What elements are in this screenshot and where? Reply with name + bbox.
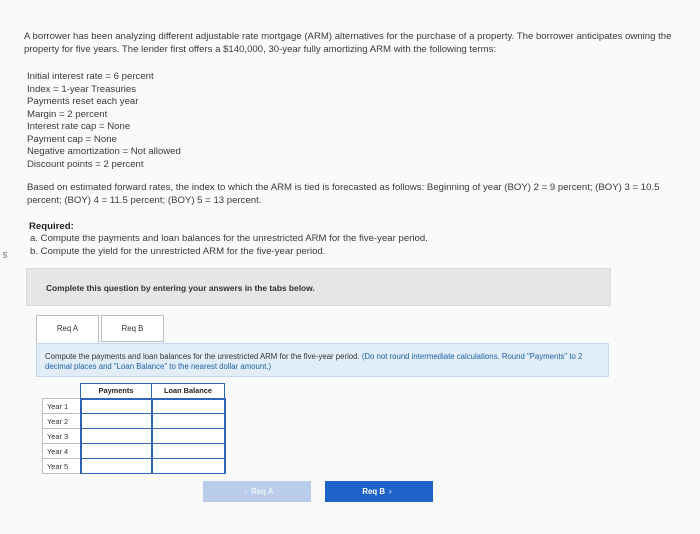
- prev-button-label: Req A: [251, 487, 274, 496]
- row-label: Year 2: [43, 414, 81, 429]
- payment-input[interactable]: [82, 400, 151, 414]
- term-item: Index = 1-year Treasuries: [27, 83, 137, 95]
- prev-req-a-button[interactable]: [203, 481, 311, 502]
- margin-mark: 5: [3, 251, 8, 260]
- balance-cell[interactable]: [152, 429, 225, 444]
- problem-intro: A borrower has been analyzing different adjustable rate mortgage (ARM) alternatives for the purchase of a property. The borrower anticipates owning the property for five years. The lender first offers a $140,000, 30-year fully amortizing ARM with the following terms:: [24, 31, 672, 55]
- required-heading: Required:: [29, 221, 74, 232]
- row-label: Year 3: [43, 429, 81, 444]
- term-item: Margin = 2 percent: [27, 108, 108, 120]
- payment-cell[interactable]: [81, 459, 152, 474]
- loan-balance-input[interactable]: [153, 429, 224, 443]
- header-loan-balance: Loan Balance: [152, 384, 225, 399]
- term-item: Payment cap = None: [27, 133, 117, 145]
- answer-table: [42, 383, 226, 474]
- payment-cell[interactable]: [81, 399, 152, 414]
- table-row: [43, 429, 225, 444]
- next-req-b-button[interactable]: [325, 481, 433, 502]
- question-text: [45, 352, 605, 372]
- tab-req-b[interactable]: Req B: [101, 315, 164, 342]
- instruction-banner: [26, 268, 611, 306]
- question-panel: [36, 343, 609, 377]
- row-label: Year 5: [43, 459, 81, 474]
- payment-input[interactable]: [82, 414, 151, 428]
- payment-input[interactable]: [82, 444, 151, 458]
- header-blank: [43, 384, 81, 399]
- chevron-right-icon: ›: [388, 487, 392, 496]
- next-button-label: Req B: [362, 487, 385, 496]
- chevron-left-icon: ‹: [244, 487, 248, 496]
- table-row: [43, 399, 225, 414]
- index-forecast: Based on estimated forward rates, the index to which the ARM is tied is forecasted as follows: Beginning of year (BOY) 2 = 9 percent; (BOY) 3 = 10.5 percent; (BOY) 4 = 11.5 percent; (BOY) 5 = 13 percent.: [27, 182, 660, 206]
- loan-balance-input[interactable]: [153, 414, 224, 428]
- term-item: Payments reset each year: [27, 96, 139, 107]
- row-label: Year 1: [43, 399, 81, 414]
- payment-cell[interactable]: [81, 444, 152, 459]
- question-main: Compute the payments and loan balances for the unrestricted ARM for the five-year period.: [45, 352, 360, 361]
- payment-input[interactable]: [82, 429, 151, 443]
- balance-cell[interactable]: [152, 459, 225, 474]
- tab-req-a[interactable]: Req A: [36, 315, 99, 344]
- loan-balance-input[interactable]: [153, 400, 224, 414]
- payment-cell[interactable]: [81, 429, 152, 444]
- loan-balance-input[interactable]: [153, 444, 224, 458]
- required-list: [30, 233, 428, 258]
- term-item: Negative amortization = Not allowed: [27, 146, 181, 157]
- term-item: Interest rate cap = None: [27, 121, 131, 132]
- question-hint: (Do not round intermediate calculations. Round "Payments" to 2 decimal places and "Loan Balance" to the nearest dollar amount.): [45, 352, 583, 371]
- header-payments: Payments: [81, 384, 152, 399]
- term-item: Discount points = 2 percent: [27, 158, 144, 170]
- balance-cell[interactable]: [152, 399, 225, 414]
- balance-cell[interactable]: [152, 414, 225, 429]
- row-label: Year 4: [43, 444, 81, 459]
- instruction-text: Complete this question by entering your answers in the tabs below.: [46, 283, 315, 293]
- required-item: b. Compute the yield for the unrestricted ARM for the five-year period.: [30, 245, 326, 257]
- required-item: a. Compute the payments and loan balances for the unrestricted ARM for the five-year period.: [30, 233, 428, 244]
- table-row: [43, 414, 225, 429]
- payment-cell[interactable]: [81, 414, 152, 429]
- loan-balance-input[interactable]: [153, 459, 224, 473]
- payment-input[interactable]: [82, 459, 151, 473]
- arm-terms-list: [27, 71, 181, 171]
- balance-cell[interactable]: [152, 444, 225, 459]
- term-item: Initial interest rate = 6 percent: [27, 71, 154, 82]
- table-row: [43, 459, 225, 474]
- table-row: [43, 444, 225, 459]
